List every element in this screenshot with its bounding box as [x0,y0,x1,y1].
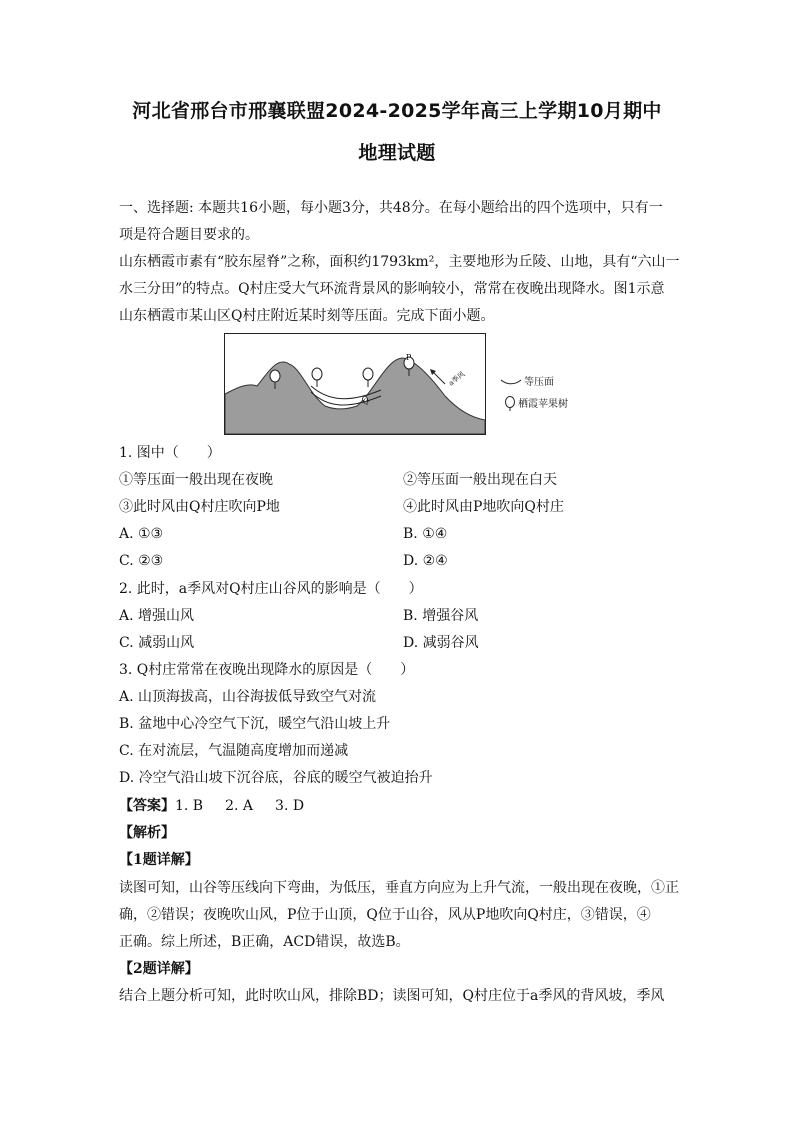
answer-2: 2. A [225,798,254,814]
answer-key [119,797,304,815]
passage-line: 水三分田”的特点。Q村庄受大气环流背景风的影响较小，常常在夜晚出现降水。图1示意 [119,281,665,297]
statement-item: ③此时风由Q村庄吹向P地 [119,499,280,515]
statement-item: ②等压面一般出现在白天 [403,472,557,488]
question-stem: 1. 图中（ ） [119,445,221,461]
answer-option: D. 冷空气沿山坡下沉谷底，谷底的暖空气被迫抬升 [119,770,433,786]
analysis-text: 读图可知，山谷等压线向下弯曲，为低压，垂直方向应为上升气流，一般出现在夜晚，①正 [119,880,679,896]
answer-option: C. 减弱山风 [119,635,195,651]
apple-tree-legend-icon [504,396,516,412]
terrain-diagram [225,334,485,434]
page-subtitle: 地理试题 [358,142,436,164]
analysis-subheading: 【2题详解】 [119,961,199,977]
passage-line: 山东栖霞市某山区Q村庄附近某时刻等压面。完成下面小题。 [119,308,495,324]
page-title: 河北省邢台市邢襄联盟2024-2025学年高三上学期10月期中 [132,100,662,122]
answer-1: 1. B [175,798,204,814]
answer-option: A. ①③ [119,526,164,542]
answer-option: C. 在对流层，气温随高度增加而递减 [119,743,349,759]
legend-isobar-label: 等压面 [524,377,554,388]
question-stem: 2. 此时，a季风对Q村庄山谷风的影响是（ ） [119,581,423,597]
passage-line: 山东栖霞市素有“胶东屋脊”之称，面积约1793km²，主要地形为丘陵、山地，具有“六山一 [119,254,680,270]
statement-item: ④此时风由P地吹向Q村庄 [403,499,564,515]
answer-option: D. 减弱谷风 [403,635,479,651]
statement-item: ①等压面一般出现在夜晚 [119,472,273,488]
answer-option: B. 盆地中心冷空气下沉，暖空气沿山坡上升 [119,716,391,732]
isobar-legend-icon [500,378,522,386]
question-stem: 3. Q村庄常常在夜晚出现降水的原因是（ ） [119,662,415,678]
answer-3: 3. D [275,798,305,814]
wind-label: a季风 [447,370,467,388]
analysis-text: 正确。综上所述，B正确，ACD错误，故选B。 [119,934,410,950]
analysis-text: 结合上题分析可知，此时吹山风，排除BD；读图可知，Q村庄位于a季风的背风坡，季风 [119,988,665,1004]
section-instructions: 一、选择题: 本题共16小题，每小题3分，共48分。在每小题给出的四个选项中，只有一 [119,200,663,216]
legend-tree-label: 栖霞苹果树 [518,399,568,410]
answer-label: 【答案】 [119,798,175,814]
point-p-label: P [406,353,412,362]
apple-tree-icon [312,368,322,387]
analysis-text: 确，②错误；夜晚吹山风，P位于山顶，Q位于山谷，风从P地吹向Q村庄，③错误，④ [119,907,651,923]
answer-option: A. 山顶海拔高，山谷海拔低导致空气对流 [119,689,377,705]
analysis-heading: 【解析】 [119,825,175,841]
answer-option: D. ②④ [403,553,448,569]
isobar-figure [224,333,486,435]
answer-option: C. ②③ [119,553,164,569]
section-instructions-cont: 项是符合题目要求的。 [119,227,259,243]
analysis-subheading: 【1题详解】 [119,852,199,868]
answer-option: A. 增强山风 [119,608,195,624]
point-q-label: Q [363,398,369,406]
mountain-terrain [225,358,485,434]
answer-option: B. 增强谷风 [403,608,479,624]
answer-option: B. ①④ [403,526,448,542]
apple-tree-icon [363,368,373,387]
